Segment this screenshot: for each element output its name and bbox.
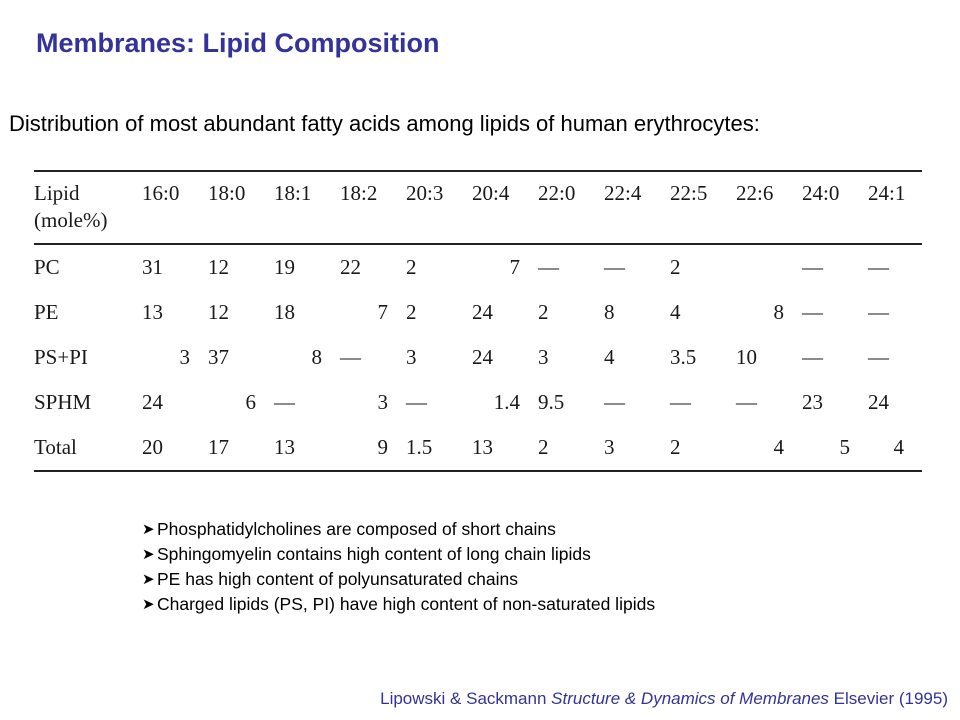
table-cell: 3 (538, 345, 549, 369)
table-cell: 2 (538, 435, 549, 459)
row-label: PE (34, 300, 59, 324)
table-cell: 22 (340, 255, 361, 279)
table-cell: 9 (377, 435, 388, 459)
table-cell: 2 (538, 300, 549, 324)
table-cell: 3 (604, 435, 615, 459)
table-cell: 6 (245, 390, 256, 414)
header-col: 22:5 (670, 181, 708, 205)
table-cell: — (802, 300, 823, 324)
arrow-bullet-icon: ➤ (142, 521, 155, 538)
header-col: 24:0 (802, 181, 840, 205)
table-cell: — (274, 390, 295, 414)
citation-publisher: Elsevier (1995) (833, 689, 948, 708)
header-lipid-line1: Lipid (34, 181, 80, 205)
table-cell: 2 (670, 255, 681, 279)
arrow-bullet-icon: ➤ (142, 571, 155, 588)
table-cell: 31 (142, 255, 163, 279)
table-cell: 20 (142, 435, 163, 459)
table-row (34, 380, 922, 425)
citation-book: Structure & Dynamics of Membranes (551, 689, 829, 708)
table-cell: — (340, 345, 361, 369)
bullet-item (142, 592, 655, 617)
table-cell: 1.4 (493, 390, 520, 414)
table-row (34, 244, 922, 290)
table-cell: — (802, 255, 823, 279)
table-cell: 2 (406, 300, 417, 324)
table-cell: 23 (802, 390, 823, 414)
table-cell: 8 (604, 300, 615, 324)
table-cell: — (868, 345, 889, 369)
table-cell: 19 (274, 255, 295, 279)
table-cell: 4 (604, 345, 615, 369)
table-cell: 7 (509, 255, 520, 279)
bullet-text: Phosphatidylcholines are composed of short chains (157, 519, 556, 539)
table-cell: 1.5 (406, 435, 433, 459)
table-cell: — (736, 390, 757, 414)
table-cell: 7 (377, 300, 388, 324)
table-cell: 10 (736, 345, 757, 369)
fatty-acid-table (34, 170, 922, 472)
table-row (34, 290, 922, 335)
arrow-bullet-icon: ➤ (142, 546, 155, 563)
table-cell: 3 (179, 345, 190, 369)
row-label: PS+PI (34, 345, 88, 369)
table-cell: — (538, 255, 559, 279)
table-row (34, 335, 922, 380)
table-cell: 3.5 (670, 345, 697, 369)
header-col: 18:1 (274, 181, 312, 205)
table-body (34, 244, 922, 471)
table-cell: 3 (377, 390, 388, 414)
header-col: 16:0 (142, 181, 180, 205)
citation (380, 689, 948, 709)
citation-authors: Lipowski & Sackmann (380, 689, 547, 708)
bullet-item (142, 517, 655, 542)
bullet-item (142, 542, 655, 567)
row-label: Total (34, 435, 77, 459)
table-cell: 24 (868, 390, 889, 414)
header-lipid (34, 171, 142, 244)
table-cell: 13 (472, 435, 493, 459)
fatty-acid-table-container (34, 170, 922, 472)
table-cell: 3 (406, 345, 417, 369)
header-col: 20:3 (406, 181, 444, 205)
slide-title: Membranes: Lipid Composition (36, 28, 440, 58)
table-cell: 5 (839, 435, 850, 459)
header-col: 18:0 (208, 181, 246, 205)
table-cell: 13 (142, 300, 163, 324)
bullet-list (142, 517, 655, 617)
slide-subtitle: Distribution of most abundant fatty acids among lipids of human erythrocytes: (9, 111, 760, 136)
table-cell: — (868, 300, 889, 324)
table-cell: — (670, 390, 691, 414)
arrow-bullet-icon: ➤ (142, 596, 155, 613)
table-cell: — (406, 390, 427, 414)
table-cell: 17 (208, 435, 229, 459)
table-cell (736, 244, 802, 290)
table-cell: — (604, 255, 625, 279)
header-col: 22:6 (736, 181, 774, 205)
header-col: 22:0 (538, 181, 576, 205)
row-label: PC (34, 255, 60, 279)
table-header-row (34, 171, 922, 244)
header-col: 18:2 (340, 181, 378, 205)
table-cell: 4 (893, 435, 904, 459)
table-cell: 8 (773, 300, 784, 324)
table-cell: 18 (274, 300, 295, 324)
table-cell: 12 (208, 300, 229, 324)
table-cell: — (868, 255, 889, 279)
table-cell: 2 (406, 255, 417, 279)
table-cell: 37 (208, 345, 229, 369)
row-label: SPHM (34, 390, 92, 414)
table-cell: 24 (142, 390, 163, 414)
bullet-text: Sphingomyelin contains high content of long chain lipids (157, 544, 591, 564)
bullet-text: PE has high content of polyunsaturated chains (157, 569, 518, 589)
table-cell: 4 (670, 300, 681, 324)
table-cell: — (604, 390, 625, 414)
table-row (34, 425, 922, 471)
header-lipid-line2: (mole%) (34, 208, 108, 232)
header-col: 24:1 (868, 181, 906, 205)
table-cell: 13 (274, 435, 295, 459)
header-col: 22:4 (604, 181, 642, 205)
bullet-item (142, 567, 655, 592)
table-cell: 8 (311, 345, 322, 369)
table-cell: 4 (773, 435, 784, 459)
table-cell: 9.5 (538, 390, 565, 414)
table-cell: 12 (208, 255, 229, 279)
table-cell: 2 (670, 435, 681, 459)
header-col: 20:4 (472, 181, 510, 205)
table-cell: — (802, 345, 823, 369)
table-cell: 24 (472, 300, 493, 324)
bullet-text: Charged lipids (PS, PI) have high content of non-saturated lipids (157, 594, 656, 614)
table-cell: 24 (472, 345, 493, 369)
